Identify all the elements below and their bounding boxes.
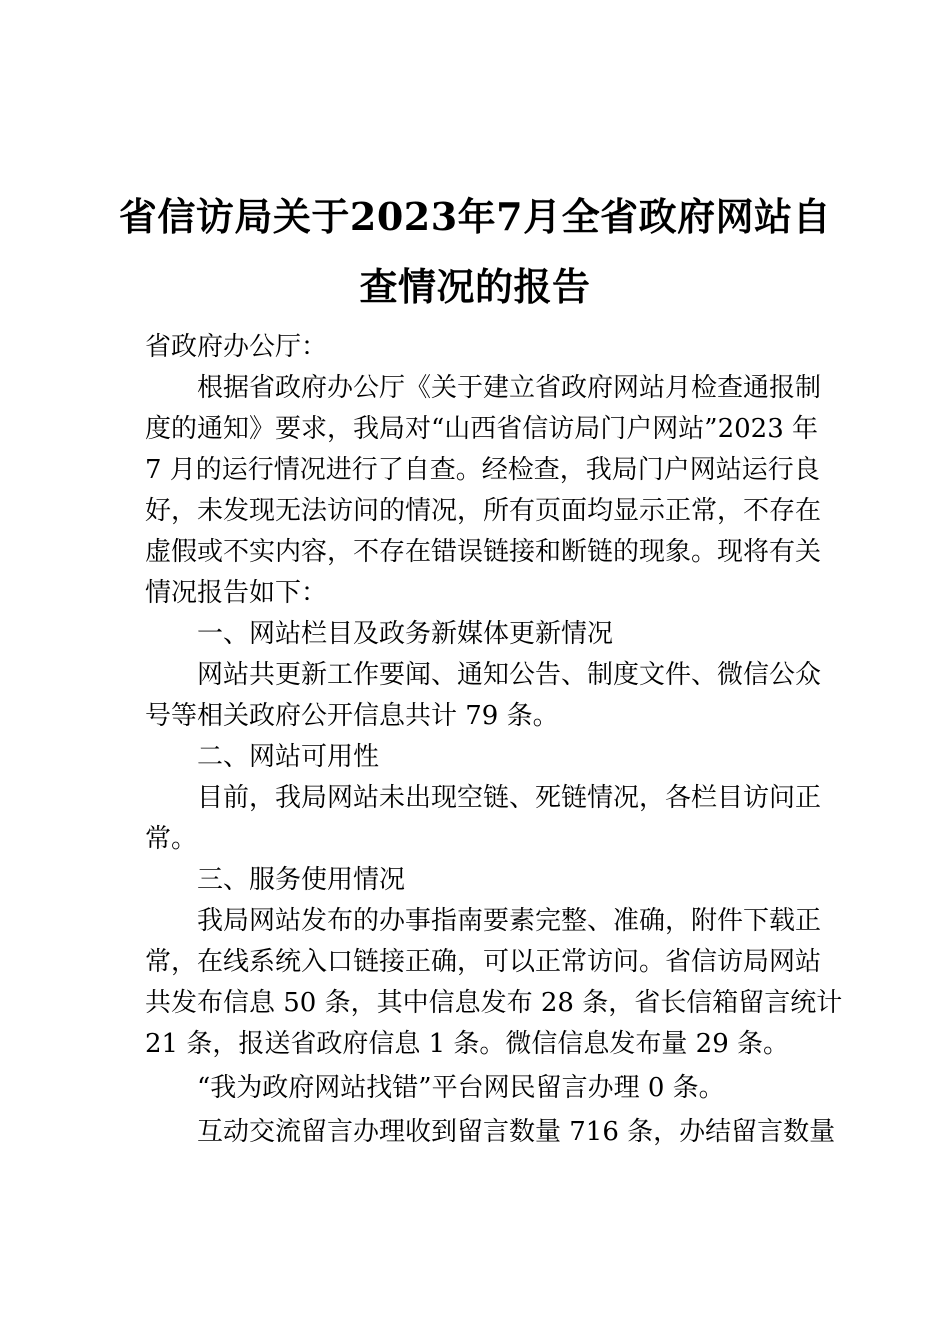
paragraph-line: 根据省政府办公厅《关于建立省政府网站月检查通报制 (197, 373, 822, 403)
paragraph-line: 虚假或不实内容，不存在错误链接和断链的现象。现将有关 (145, 537, 822, 567)
paragraph-line: 号等相关政府公开信息共计 79 条。 (145, 701, 559, 731)
section-heading: 二、网站可用性 (197, 742, 380, 772)
paragraph-line: 度的通知》要求，我局对“山西省信访局门户网站”2023 年 (145, 414, 819, 444)
paragraph-line: 情况报告如下： (145, 578, 328, 608)
salutation: 省政府办公厅： (145, 332, 328, 362)
paragraph-line: 常，在线系统入口链接正确，可以正常访问。省信访局网站 (145, 947, 822, 977)
paragraph-line: 互动交流留言办理收到留言数量 716 条，办结留言数量 (197, 1117, 836, 1147)
section-heading: 一、网站栏目及政务新媒体更新情况 (197, 619, 614, 649)
section-heading: 三、服务使用情况 (197, 865, 406, 895)
document-title-line-1: 省信访局关于2023年7月全省政府网站自 (118, 194, 832, 239)
paragraph-line: 目前，我局网站未出现空链、死链情况，各栏目访问正 (197, 783, 822, 813)
paragraph-line: 网站共更新工作要闻、通知公告、制度文件、微信公众 (197, 660, 822, 690)
paragraph-line: 共发布信息 50 条，其中信息发布 28 条，省长信箱留言统计 (145, 988, 843, 1018)
paragraph-line: 好，未发现无法访问的情况，所有页面均显示正常，不存在 (145, 496, 822, 526)
paragraph-line: 21 条，报送省政府信息 1 条。微信信息发布量 29 条。 (145, 1029, 790, 1059)
paragraph-line: 常。 (145, 824, 198, 854)
document-title-line-2: 查情况的报告 (359, 264, 591, 309)
paragraph-line: 7 月的运行情况进行了自查。经检查，我局门户网站运行良 (145, 455, 820, 485)
paragraph-line: “我为政府网站找错”平台网民留言办理 0 条。 (197, 1073, 725, 1103)
paragraph-line: 我局网站发布的办事指南要素完整、准确，附件下载正 (197, 906, 822, 936)
